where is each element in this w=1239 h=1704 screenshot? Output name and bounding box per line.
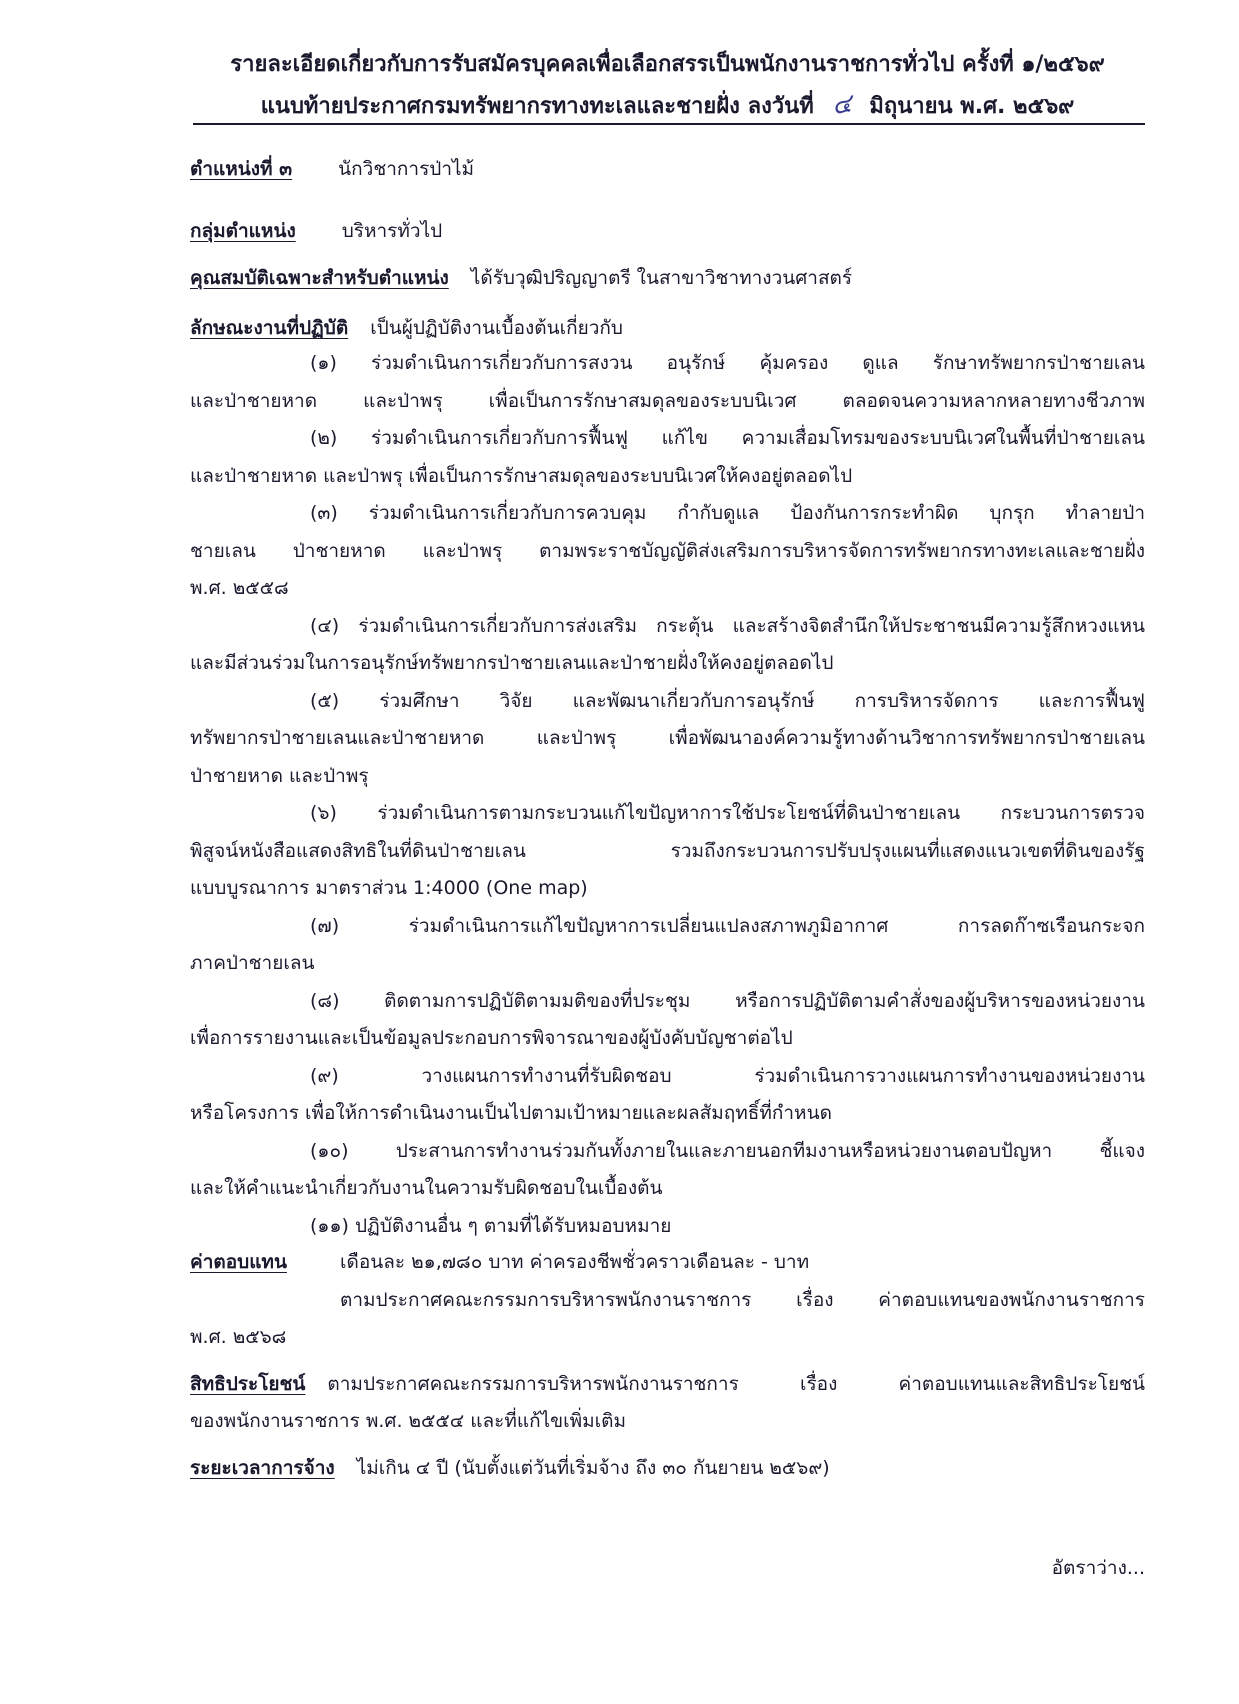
duty-line: ทรัพยากรป่าชายเลนและป่าชายหาด และป่าพรุ เพื่อพัฒนาองค์ความรู้ทางด้านวิชาการทรัพยากรป่าชายเลน [190,727,1145,749]
duty-line: (๔) ร่วมดำเนินการเกี่ยวกับการส่งเสริม กระตุ้น และสร้างจิตสำนึกให้ประชาชนมีความรู้สึกหวงแหน [310,615,1145,637]
duty-line: เพื่อการรายงานและเป็นข้อมูลประกอบการพิจารณาของผู้บังคับบัญชาต่อไป [190,1027,793,1049]
header-rule [193,123,1145,125]
duty-line: (๑๑) ปฏิบัติงานอื่น ๆ ตามที่ได้รับหมอบหมาย [310,1215,672,1237]
group-value: บริหารทั่วไป [341,220,443,242]
qualification-value: ได้รับวุฒิปริญญาตรี ในสาขาวิชาทางวนศาสตร์ [470,267,853,289]
title-line-1: รายละเอียดเกี่ยวกับการรับสมัครบุคคลเพื่อเลือกสรรเป็นพนักงานราชการทั่วไป ครั้งที่ ๑/๒๕๖๙ [230,52,1105,77]
term-row [190,1453,1145,1483]
term-label: ระยะเวลาการจ้าง [190,1457,335,1479]
duty-line: หรือโครงการ เพื่อให้การดำเนินงานเป็นไปตามเป้าหมายและผลสัมฤทธิ์ที่กำหนด [190,1102,832,1124]
document-title [190,50,1145,80]
benefits-text: ตามประกาศคณะกรรมการบริหารพนักงานราชการ เรื่อง ค่าตอบแทนและสิทธิประโยชน์ [327,1373,1145,1395]
benefits-label: สิทธิประโยชน์ [190,1373,306,1395]
duty-line: (๑๐) ประสานการทำงานร่วมกันทั้งภายในและภายนอกทีมงานหรือหน่วยงานตอบปัญหา ชี้แจง [310,1140,1145,1162]
continued-marker: อัตราว่าง... [1051,1557,1145,1579]
position-value: นักวิชาการป่าไม้ [338,158,475,180]
duty-line: และป่าชายหาด และป่าพรุ เพื่อเป็นการรักษาสมดุลของระบบนิเวศ ตลอดจนความหลากหลายทางชีวภาพ [190,390,1145,412]
duty-line: ป่าชายหาด และป่าพรุ [190,765,369,787]
compensation-reference: ตามประกาศคณะกรรมการบริหารพนักงานราชการ เรื่อง ค่าตอบแทนของพนักงานราชการ [340,1289,1145,1311]
group-row [190,216,1145,246]
duty-line: พิสูจน์หนังสือแสดงสิทธิในที่ดินป่าชายเลน รวมถึงกระบวนการปรับปรุงแผนที่แสดงแนวเขตที่ดินของรัฐ [190,840,1145,862]
position-label: ตำแหน่งที่ ๓ [190,158,293,180]
duty-line: พ.ศ. ๒๕๕๘ [190,577,289,599]
subtitle-prefix: แนบท้ายประกาศกรมทรัพยากรทางทะเลและชายฝั่ง ลงวันที่ [260,94,814,119]
qualification-label: คุณสมบัติเฉพาะสำหรับตำแหน่ง [190,267,449,289]
duty-line: (๒) ร่วมดำเนินการเกี่ยวกับการฟื้นฟู แก้ไข ความเสื่อมโทรมของระบบนิเวศในพื้นที่ป่าชายเลน [310,427,1145,449]
position-row [190,154,1145,184]
duty-line: (๑) ร่วมดำเนินการเกี่ยวกับการสงวน อนุรักษ์ คุ้มครอง ดูแล รักษาทรัพยากรป่าชายเลน [310,352,1145,374]
term-value: ไม่เกิน ๔ ปี (นับตั้งแต่วันที่เริ่มจ้าง ถึง ๓๐ กันยายน ๒๕๖๙) [356,1457,830,1479]
compensation-year: พ.ศ. ๒๕๖๘ [190,1326,287,1348]
duty-line: และมีส่วนร่วมในการอนุรักษ์ทรัพยากรป่าชายเลนและป่าชายฝั่งให้คงอยู่ตลอดไป [190,652,834,674]
subtitle-suffix: มิถุนายน พ.ศ. ๒๕๖๙ [869,94,1075,119]
duty-line: (๖) ร่วมดำเนินการตามกระบวนแก้ไขปัญหาการใช้ประโยชน์ที่ดินป่าชายเลน กระบวนการตรวจ [310,802,1145,824]
duty-line: และให้คำแนะนำเกี่ยวกับงานในความรับผิดชอบในเบื้องต้น [190,1177,663,1199]
compensation-amount: เดือนละ ๒๑,๗๘๐ บาท ค่าครองชีพชั่วคราวเดือนละ - บาท [340,1251,810,1273]
group-label: กลุ่มตำแหน่ง [190,220,296,242]
duty-line: แบบบูรณาการ มาตราส่วน 1:4000 (One map) [190,877,588,899]
qualification-row [190,263,1145,293]
compensation-label: ค่าตอบแทน [190,1251,287,1273]
duties-label: ลักษณะงานที่ปฏิบัติ [190,317,349,339]
document-subtitle [190,90,1145,122]
benefits-row [190,1369,1145,1399]
duty-line: (๘) ติดตามการปฏิบัติตามมติของที่ประชุม หรือการปฏิบัติตามคำสั่งของผู้บริหารของหน่วยงาน [310,990,1145,1012]
duties-intro: เป็นผู้ปฏิบัติงานเบื้องต้นเกี่ยวกับ [370,317,623,339]
duty-line: (๕) ร่วมศึกษา วิจัย และพัฒนาเกี่ยวกับการอนุรักษ์ การบริหารจัดการ และการฟื้นฟู [310,690,1145,712]
duty-line: (๓) ร่วมดำเนินการเกี่ยวกับการควบคุม กำกับดูแล ป้องกันการกระทำผิด บุกรุก ทำลายป่า [310,502,1145,524]
duties-row [190,313,1145,343]
handwritten-day: ๔ [829,88,854,122]
duty-line: (๙) วางแผนการทำงานที่รับผิดชอบ ร่วมดำเนินการวางแผนการทำงานของหน่วยงาน [310,1065,1145,1087]
duty-line: และป่าชายหาด และป่าพรุ เพื่อเป็นการรักษาสมดุลของระบบนิเวศให้คงอยู่ตลอดไป [190,465,853,487]
benefits-text-2: ของพนักงานราชการ พ.ศ. ๒๕๕๔ และที่แก้ไขเพิ่มเติม [190,1410,627,1432]
duty-line: ภาคป่าชายเลน [190,952,315,974]
duty-line: (๗) ร่วมดำเนินการแก้ไขปัญหาการเปลี่ยนแปลงสภาพภูมิอากาศ การลดก๊าซเรือนกระจก [310,915,1145,937]
duty-line: ชายเลน ป่าชายหาด และป่าพรุ ตามพระราชบัญญัติส่งเสริมการบริหารจัดการทรัพยากรทางทะเลและชายฝั่ง [190,540,1145,562]
